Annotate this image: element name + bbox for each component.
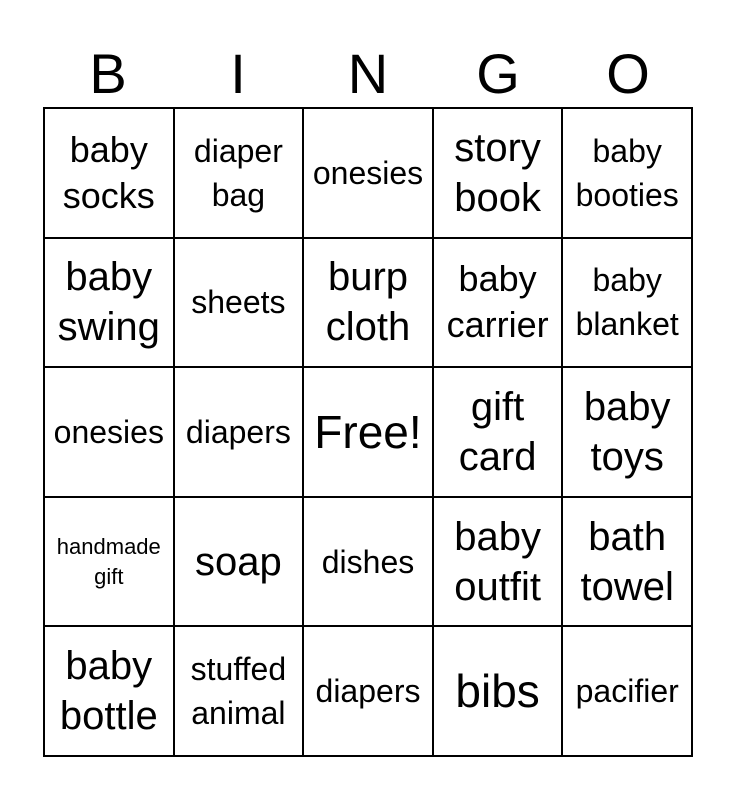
- bingo-cell[interactable]: [44, 497, 174, 627]
- bingo-cell[interactable]: [174, 108, 304, 238]
- bingo-cell[interactable]: [433, 108, 563, 238]
- cell-text: baby socks: [62, 128, 155, 216]
- bingo-cell[interactable]: [303, 497, 433, 627]
- header-letter-i: I: [230, 42, 246, 105]
- bingo-cell[interactable]: [303, 108, 433, 238]
- bingo-cell[interactable]: [174, 367, 304, 497]
- bingo-cell[interactable]: [44, 108, 174, 238]
- cell-text: baby carrier: [446, 258, 549, 346]
- cell-text: bibs: [455, 665, 540, 718]
- bingo-cell[interactable]: [433, 626, 563, 756]
- cell-text: handmade gift: [56, 533, 161, 589]
- bingo-card-grid: [43, 107, 693, 757]
- bingo-header: [43, 40, 693, 108]
- cell-text: burp cloth: [325, 255, 411, 350]
- cell-text: diapers: [315, 673, 421, 710]
- bingo-cell[interactable]: [174, 626, 304, 756]
- cell-text: baby swing: [57, 255, 160, 350]
- header-letter-n: N: [347, 42, 389, 105]
- cell-text: baby blanket: [575, 262, 679, 343]
- cell-text: Free!: [314, 405, 422, 458]
- bingo-cell[interactable]: [433, 367, 563, 497]
- cell-text: bath towel: [580, 514, 674, 609]
- bingo-cell[interactable]: [433, 238, 563, 368]
- cell-text: pacifier: [575, 673, 679, 710]
- bingo-cell[interactable]: [562, 108, 692, 238]
- bingo-cell[interactable]: [44, 626, 174, 756]
- bingo-cell[interactable]: [562, 238, 692, 368]
- bingo-cell[interactable]: [303, 238, 433, 368]
- cell-text: onesies: [312, 154, 424, 191]
- bingo-cell[interactable]: [44, 367, 174, 497]
- cell-text: soap: [195, 539, 282, 584]
- cell-text: sheets: [191, 284, 286, 321]
- bingo-cell[interactable]: [174, 497, 304, 627]
- cell-text: onesies: [53, 413, 164, 450]
- cell-text: diaper bag: [193, 132, 283, 213]
- free-space-cell[interactable]: [303, 367, 433, 497]
- bingo-cell[interactable]: [433, 497, 563, 627]
- cell-text: baby toys: [583, 384, 671, 479]
- cell-text: baby bottle: [59, 644, 158, 739]
- bingo-cell[interactable]: [562, 626, 692, 756]
- bingo-cell[interactable]: [303, 626, 433, 756]
- bingo-cell[interactable]: [44, 238, 174, 368]
- cell-text: gift card: [458, 384, 537, 479]
- cell-text: baby booties: [575, 132, 679, 213]
- bingo-cell[interactable]: [562, 367, 692, 497]
- cell-text: stuffed animal: [190, 651, 287, 732]
- cell-text: story book: [454, 125, 541, 220]
- header-letter-b: B: [89, 42, 127, 105]
- cell-text: baby outfit: [454, 514, 541, 609]
- header-letter-o: O: [606, 42, 650, 105]
- cell-text: diapers: [185, 413, 291, 450]
- bingo-cell[interactable]: [562, 497, 692, 627]
- bingo-cell[interactable]: [174, 238, 304, 368]
- cell-text: dishes: [321, 543, 415, 580]
- header-letter-g: G: [476, 42, 520, 105]
